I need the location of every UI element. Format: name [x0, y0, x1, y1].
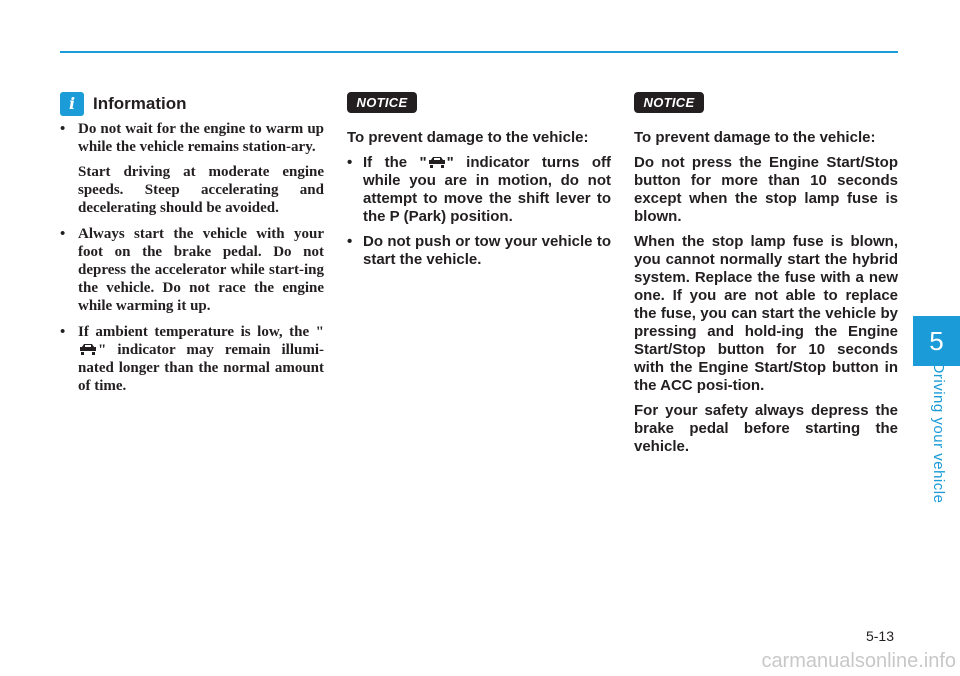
notice-section-1 — [347, 92, 611, 269]
list-item-text: Do not wait for the engine to warm up while the vehicle remains station-ary. — [78, 121, 324, 155]
chapter-tab: 5 — [913, 316, 960, 366]
list-item — [60, 120, 324, 217]
notice-section-2 — [634, 92, 898, 456]
list-item-text-before: If the " — [363, 154, 427, 171]
list-item — [347, 233, 611, 269]
list-item — [60, 225, 324, 315]
car-ready-indicator-icon — [78, 343, 98, 355]
notice-lead: To prevent damage to the vehicle: — [347, 129, 589, 146]
header-rule — [60, 51, 898, 53]
list-item — [347, 154, 611, 226]
notice-badge: NOTICE — [347, 92, 417, 113]
information-list — [60, 120, 324, 395]
list-item-text-before: If ambient temperature is low, the " — [78, 324, 324, 340]
list-item — [60, 323, 324, 395]
page-number: 5-13 — [865, 628, 894, 644]
bullet: • — [60, 324, 66, 340]
list-item-text: Always start the vehicle with your foot on the brake pedal. Do not depress the accelerator while start-ing the vehicle. Do not race the engine while warming it up. — [78, 226, 324, 314]
notice-badge: NOTICE — [634, 92, 704, 113]
notice-paragraph: Do not press the Engine Start/Stop button for more than 10 seconds except when the stop lamp fuse is blown. — [634, 154, 898, 225]
notice-paragraph: When the stop lamp fuse is blown, you cannot normally start the hybrid system. Replace the fuse with a new one. If you are not able to replace the fuse, you can start the vehicle by pressing and hold-ing the Engine Start/Stop button for 10 seconds with the Engine Start/Stop button in the ACC posi-tion. — [634, 233, 898, 394]
info-icon: i — [60, 92, 84, 116]
notice-list — [347, 154, 611, 269]
watermark: carmanualsonline.info — [761, 650, 956, 672]
car-ready-indicator-icon — [427, 156, 447, 168]
list-item-text-after: " indicator turns off while you are in motion, do not attempt to move the shift lever to the P (Park) position. — [363, 154, 612, 225]
notice-paragraph: For your safety always depress the brake pedal before starting the vehicle. — [634, 402, 898, 455]
information-title: Information — [93, 94, 187, 113]
information-heading — [60, 92, 324, 116]
list-item-extra: Start driving at moderate engine speeds. Steep accelerating and decelerating should be avoided. — [78, 164, 324, 216]
list-item-text-after: " indicator may remain illumi-nated longer than the normal amount of time. — [78, 342, 324, 394]
bullet: • — [60, 121, 66, 137]
bullet: • — [347, 154, 353, 171]
notice-lead: To prevent damage to the vehicle: — [634, 129, 876, 146]
chapter-title: Driving your vehicle — [930, 362, 947, 504]
list-item-text: Do not push or tow your vehicle to start the vehicle. — [363, 233, 611, 268]
bullet: • — [347, 233, 353, 250]
bullet: • — [60, 226, 66, 242]
information-section — [60, 92, 324, 395]
